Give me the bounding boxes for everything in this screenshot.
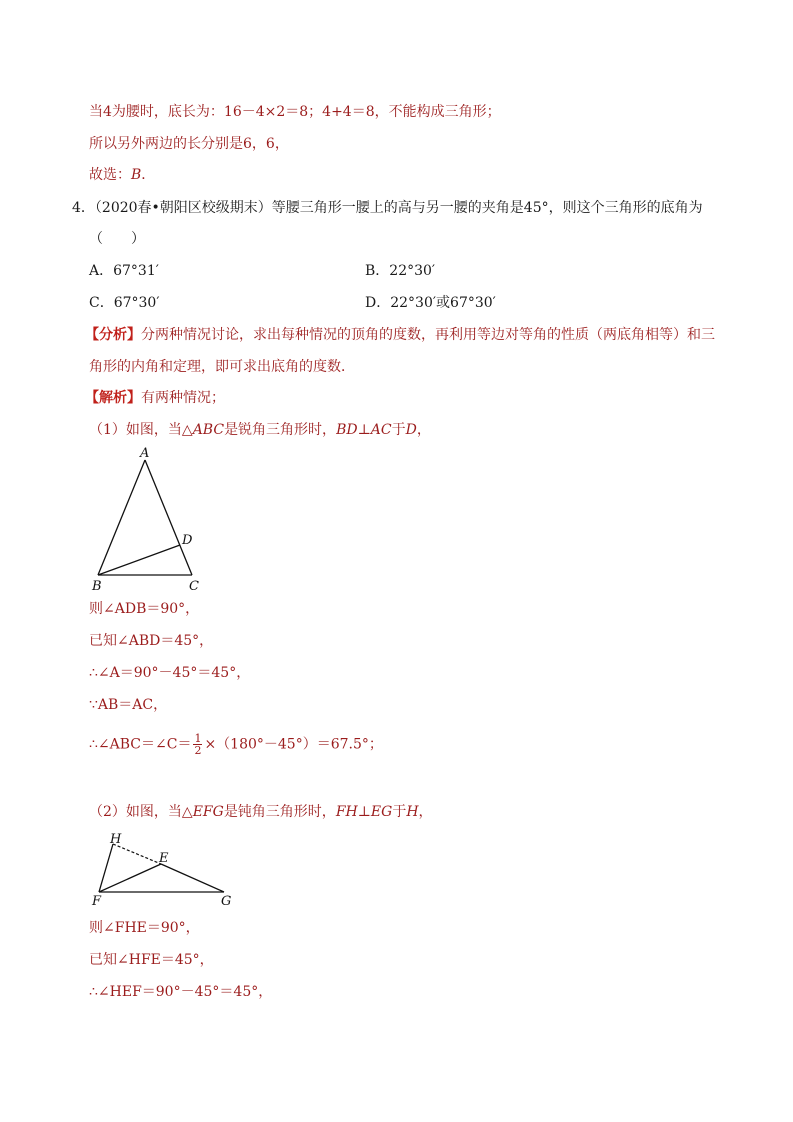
option-a[interactable]: A．67°31′ <box>89 263 159 279</box>
figure-obtuse-triangle <box>86 826 246 916</box>
label-c: C <box>189 579 199 594</box>
case1-post: 于 <box>391 422 406 438</box>
segment-bd <box>98 545 180 575</box>
case2-line <box>89 803 433 821</box>
answer-period: ． <box>141 167 156 183</box>
step-6: 则∠FHE＝90°， <box>89 920 200 936</box>
analysis-text-1: 分两种情况讨论，求出每种情况的顶角的度数，再利用等边对等角的性质（两底角相等）和三 <box>141 327 715 343</box>
label-b: B <box>92 579 102 594</box>
segment-ac <box>145 460 192 575</box>
analysis-line-1 <box>85 326 715 344</box>
option-b[interactable]: B．22°30′ <box>365 263 436 279</box>
segment-fh <box>99 844 113 892</box>
answer-choice: B <box>131 167 142 183</box>
case1-triangle: ABC <box>192 422 225 438</box>
step-8: ∴∠HEF＝90°－45°＝45°， <box>89 984 273 1000</box>
case2-mid: 是钝角三角形时， <box>223 804 336 820</box>
case2-point: H <box>406 804 419 820</box>
label-d: D <box>182 533 193 548</box>
label-h: H <box>110 832 122 847</box>
solution-intro: 有两种情况； <box>141 390 225 406</box>
option-d[interactable]: D．22°30′或67°30′ <box>365 295 496 311</box>
answer-line <box>89 166 155 184</box>
option-c[interactable]: C．67°30′ <box>89 295 160 311</box>
question-text: （2020春•朝阳区校级期末）等腰三角形一腰上的高与另一腰的夹角是45°，则这个三角形的底角为 <box>94 200 703 216</box>
case2-post: 于 <box>392 804 407 820</box>
step-5 <box>89 733 383 756</box>
step-7: 已知∠HFE＝45°， <box>89 952 214 968</box>
solution-header <box>85 389 225 407</box>
question-number: 4． <box>72 200 95 216</box>
step-1: 则∠ADB＝90°， <box>89 601 200 617</box>
segment-he <box>113 844 161 864</box>
fraction-denominator: 2 <box>194 744 202 757</box>
step-3: ∴∠A＝90°－45°＝45°， <box>89 665 251 681</box>
label-f: F <box>92 894 102 909</box>
case1-perp: BD⊥AC <box>336 422 392 438</box>
solution-tag: 【解析】 <box>85 390 141 406</box>
case1-line <box>89 421 431 439</box>
fraction-half <box>193 733 202 756</box>
case2-triangle: EFG <box>192 804 224 820</box>
question-blank: （ ） <box>89 231 145 247</box>
case1-point: D <box>405 422 417 438</box>
segment-fe <box>99 864 161 892</box>
label-e: E <box>159 851 169 866</box>
analysis-tag: 【分析】 <box>85 327 141 343</box>
label-g: G <box>221 894 232 909</box>
answer-label: 故选： <box>89 167 131 183</box>
fraction-numerator: 1 <box>194 732 202 745</box>
question-line <box>72 199 703 217</box>
segment-eg <box>161 864 224 892</box>
case1-pre: （1）如图，当△ <box>89 422 193 438</box>
step-4: ∵AB＝AC， <box>89 697 168 713</box>
case2-pre: （2）如图，当△ <box>89 804 193 820</box>
case2-end: ， <box>418 804 433 820</box>
case2-perp: FH⊥EG <box>335 804 393 820</box>
case1-mid: 是锐角三角形时， <box>224 422 337 438</box>
step-2: 已知∠ABD＝45°， <box>89 633 214 649</box>
figure-acute-triangle <box>86 440 216 600</box>
analysis-line-2: 角形的内角和定理，即可求出底角的度数． <box>89 359 355 375</box>
case1-end: ， <box>416 422 431 438</box>
solution-line-1: 当4为腰时，底长为：16－4×2＝8；4+4＝8，不能构成三角形； <box>89 104 501 120</box>
solution-line-2: 所以另外两边的长分别是6，6， <box>89 136 289 152</box>
step-5-right: ×（180°－45°）＝67.5°； <box>204 736 383 753</box>
segment-ab <box>98 460 145 575</box>
step-5-left: ∴∠ABC＝∠C＝ <box>89 736 192 753</box>
label-a: A <box>140 446 150 461</box>
